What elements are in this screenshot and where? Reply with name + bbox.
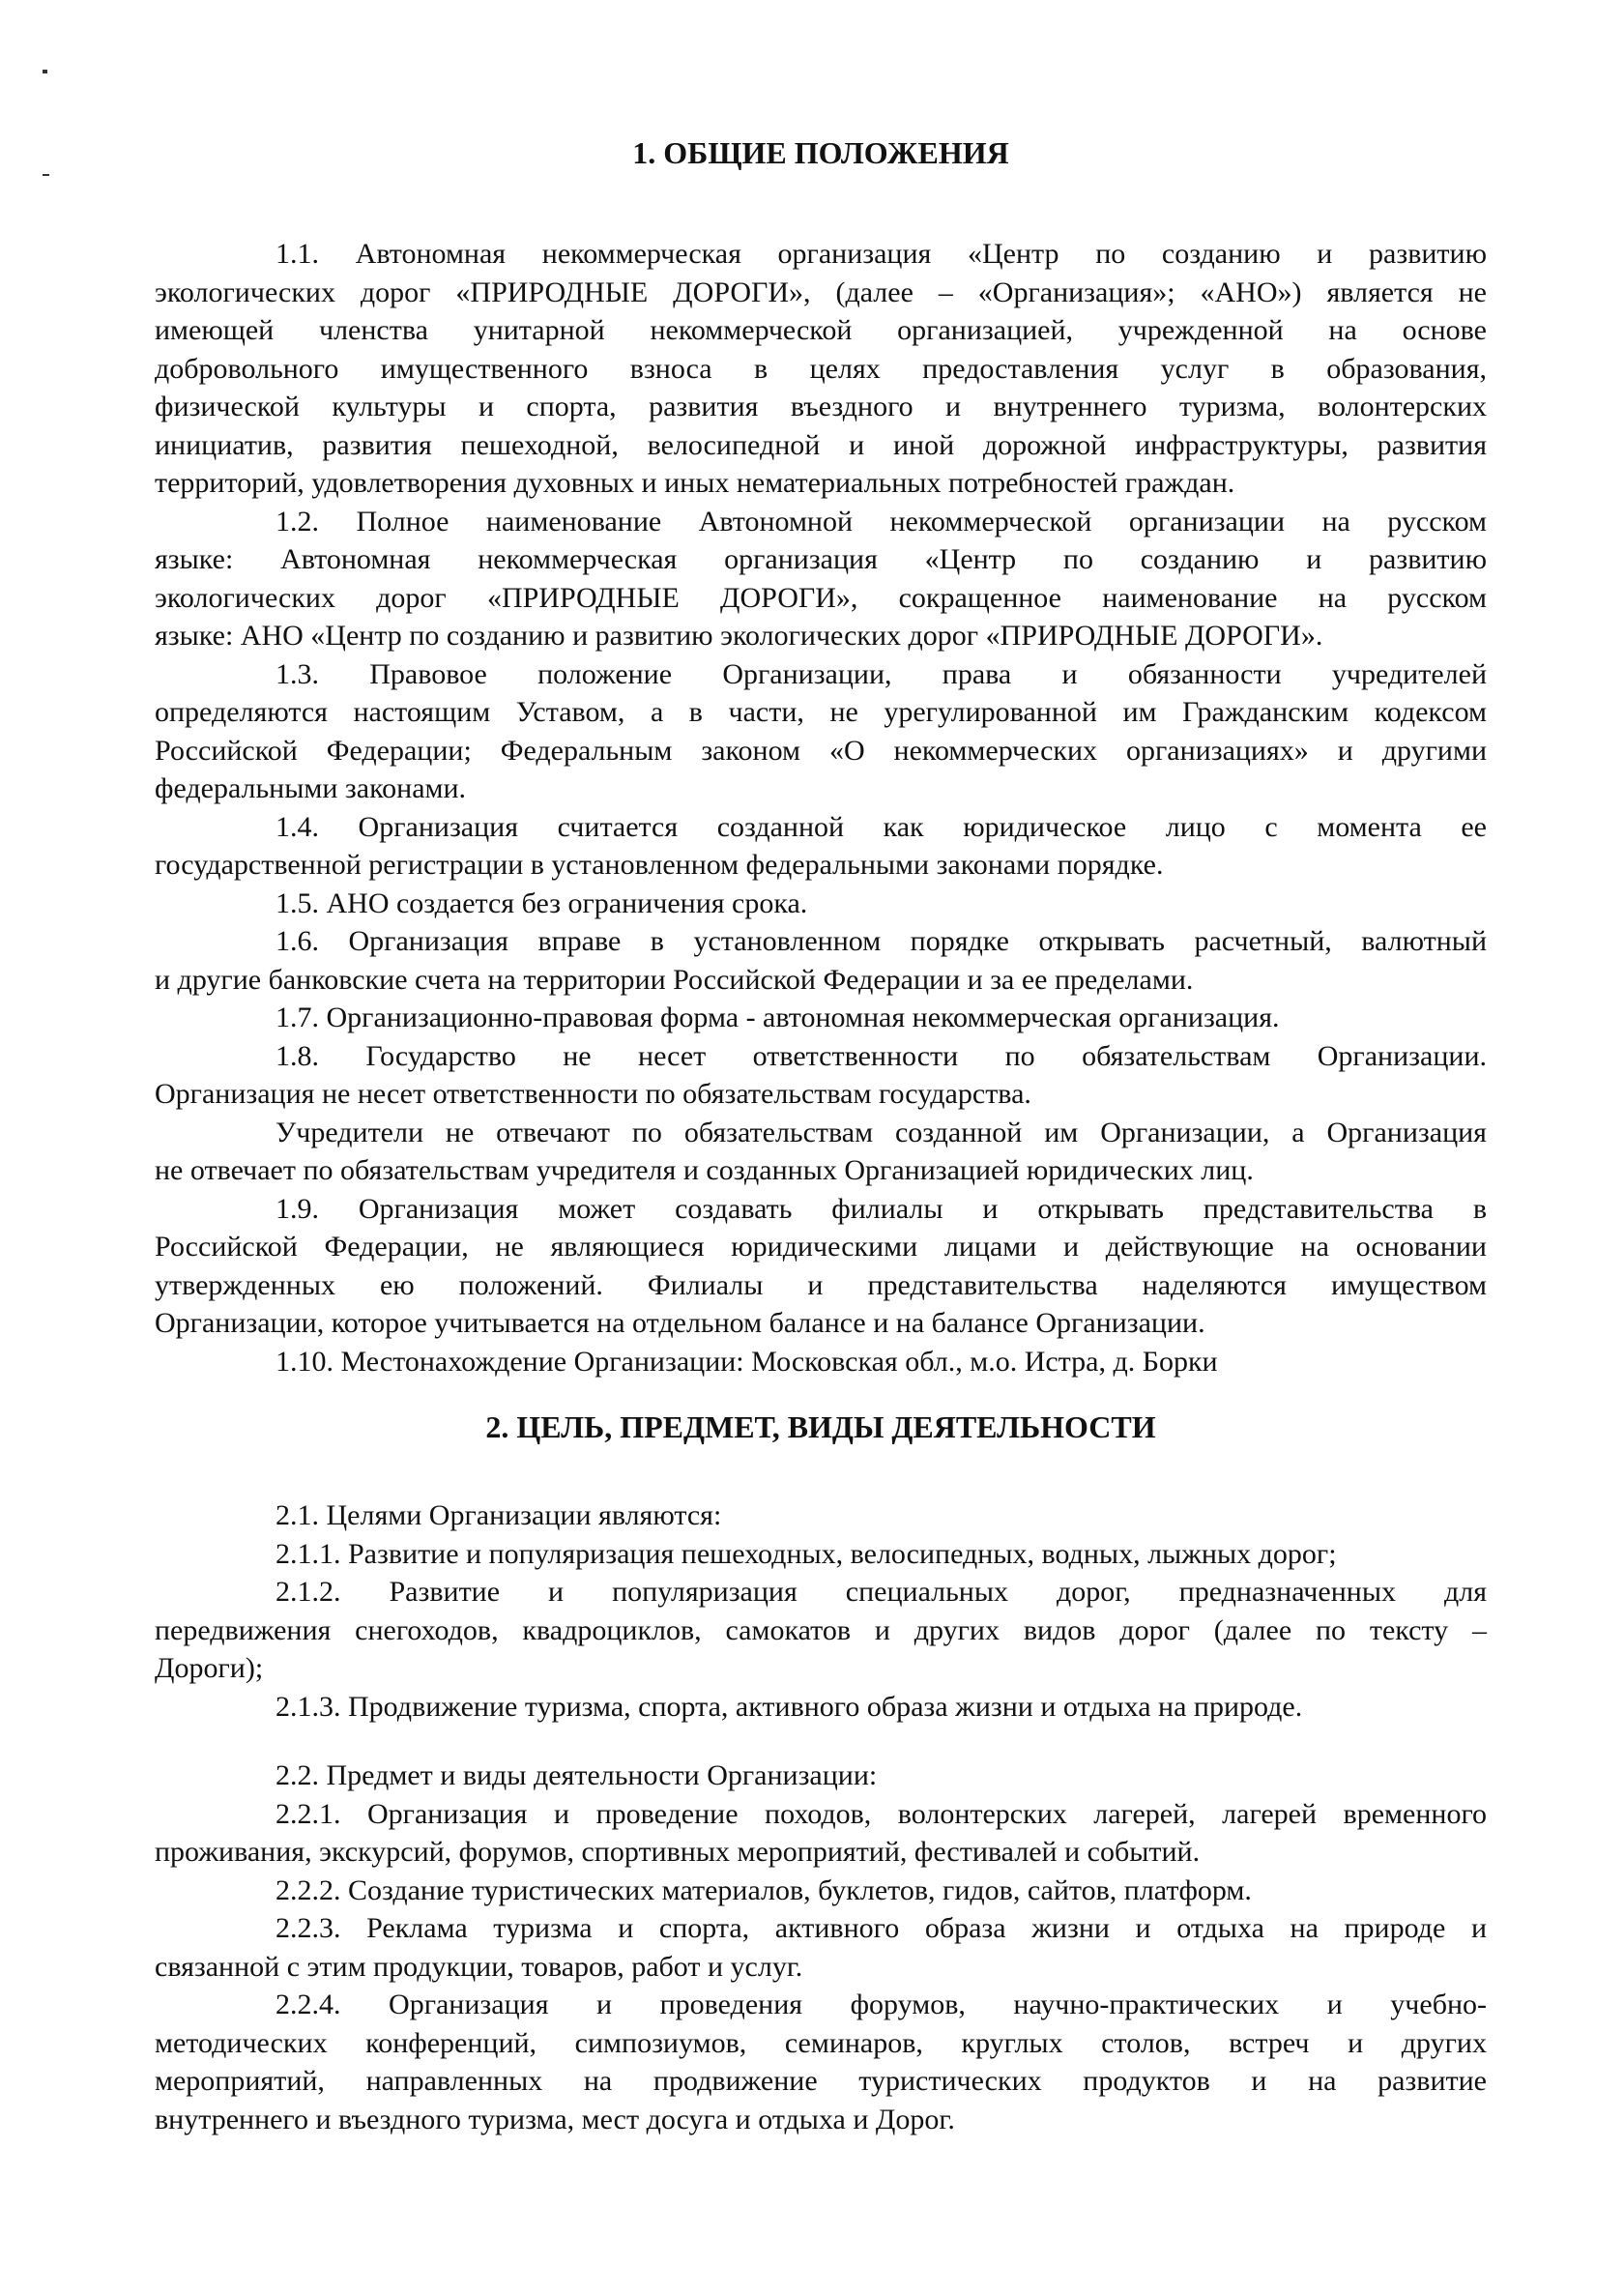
text-line: 2.2.1. Организация и проведение походов, волонтерских лагерей, лагерей временного [276, 1797, 1487, 1830]
text-line: Российской Федерации, не являющиеся юридическими лицами и действующие на основании [155, 1231, 1487, 1263]
paragraph [155, 885, 1487, 923]
text-line: 1.2. Полное наименование Автономной некоммерческой организации на русском [276, 505, 1487, 537]
text-line: 1.9. Организация может создавать филиалы и открывать представительства в [276, 1192, 1487, 1225]
text-line: физической культуры и спорта, развития въездного и внутреннего туризма, волонтерских [155, 391, 1487, 422]
text-line: методических конференций, симпозиумов, семинаров, круглых столов, встреч и других [155, 2026, 1487, 2059]
section-2-heading: 2. ЦЕЛЬ, ПРЕДМЕТ, ВИДЫ ДЕЯТЕЛЬНОСТИ [485, 1409, 1156, 1444]
text-line: экологических дорог «ПРИРОДНЫЕ ДОРОГИ», (далее – «Организация»; «АНО») является не [155, 276, 1487, 308]
text-line: государственной регистрации в установленном федеральными законами порядке. [155, 849, 1164, 881]
paragraph [155, 503, 1487, 655]
text-line: внутреннего и въездного туризма, мест досуга и отдыха и Дорог. [155, 2103, 955, 2135]
text-line: экологических дорог «ПРИРОДНЫЕ ДОРОГИ», сокращенное наименование на русском [155, 581, 1487, 614]
paragraph [155, 1496, 1487, 1535]
text-line: 1.3. Правовое положение Организации, права и обязанности учредителей [276, 657, 1487, 690]
text-line: 1.1. Автономная некоммерческая организация «Центр по созданию и развитию [276, 238, 1487, 270]
paragraph [155, 1795, 1487, 1872]
paragraph [155, 1114, 1487, 1190]
text-line: 1.5. АНО создается без ограничения срока. [276, 886, 808, 919]
paragraph [155, 655, 1487, 808]
text-line: языке: АНО «Центр по созданию и развитию экологических дорог «ПРИРОДНЫЕ ДОРОГИ». [155, 620, 1323, 652]
text-line: языке: Автономная некоммерческая организация «Центр по созданию и развитию [155, 543, 1487, 575]
section-2-goals [155, 1496, 1487, 1726]
text-line: 2.1.2. Развитие и популяризация специальных дорог, предназначенных для [276, 1576, 1487, 1608]
text-line: имеющей членства унитарной некоммерческой организацией, учрежденной на основе [155, 314, 1487, 346]
text-line: связанной с этим продукции, товаров, работ и услуг. [155, 1950, 803, 1983]
paragraph [155, 808, 1487, 885]
paragraph [155, 1986, 1487, 2138]
text-line: 1.4. Организация считается созданной как юридическое лицо с момента ее [276, 810, 1487, 843]
text-line: 2.1. Целями Организации являются: [276, 1499, 722, 1531]
paragraph [155, 1757, 1487, 1795]
text-line: Дороги); [155, 1652, 264, 1684]
text-line: Учредители не отвечают по обязательствам созданной им Организации, а Организация [276, 1116, 1487, 1148]
text-line: 1.7. Организационно-правовая форма - автономная некоммерческая организация. [276, 1002, 1280, 1033]
text-line: федеральными законами. [155, 772, 467, 804]
text-line: 2.1.3. Продвижение туризма, спорта, активного образа жизни и отдыха на природе. [276, 1690, 1303, 1723]
scan-mark [43, 70, 47, 73]
text-line: мероприятий, направленных на продвижение туристических продуктов и на развитие [155, 2065, 1487, 2097]
text-line: территорий, удовлетворения духовных и иных нематериальных потребностей граждан. [155, 467, 1235, 499]
paragraph [155, 1037, 1487, 1114]
section-1-heading: 1. ОБЩИЕ ПОЛОЖЕНИЯ [632, 135, 1009, 170]
text-line: не отвечает по обязательствам учредителя и созданных Организацией юридических лиц. [155, 1154, 1254, 1186]
paragraph [155, 1535, 1487, 1574]
text-line: 1.6. Организация вправе в установленном порядке открывать расчетный, валютный [276, 925, 1487, 957]
text-line: 2.2.3. Реклама туризма и спорта, активного образа жизни и отдыха на природе и [276, 1912, 1487, 1944]
paragraph [155, 1872, 1487, 1910]
text-line: Организации, которое учитывается на отдельном балансе и на балансе Организации. [155, 1307, 1205, 1339]
text-line: и другие банковские счета на территории Российской Федерации и за ее пределами. [155, 963, 1194, 996]
text-line: 2.2. Предмет и виды деятельности Организации: [276, 1759, 878, 1791]
text-line: 1.10. Местонахождение Организации: Московская обл., м.о. Истра, д. Борки [276, 1345, 1218, 1378]
paragraph [155, 922, 1487, 999]
text-line: инициатив, развития пешеходной, велосипедной и иной дорожной инфраструктуры, развития [155, 428, 1487, 461]
text-line: 2.1.1. Развитие и популяризация пешеходных, велосипедных, водных, лыжных дорог; [276, 1537, 1337, 1570]
text-line: 1.8. Государство не несет ответственности по обязательствам Организации. [276, 1039, 1487, 1072]
paragraph [155, 1190, 1487, 1343]
text-line: 2.2.4. Организация и проведения форумов, научно-практических и учебно- [276, 1989, 1487, 2020]
scan-mark [43, 174, 49, 176]
paragraph [155, 1909, 1487, 1986]
paragraph [155, 235, 1487, 503]
paragraph [155, 1343, 1487, 1381]
text-line: 2.2.2. Создание туристических материалов, буклетов, гидов, сайтов, платформ. [276, 1873, 1252, 1906]
text-line: определяются настоящим Уставом, а в части, не урегулированной им Гражданским кодексом [155, 696, 1487, 728]
text-line: проживания, экскурсий, форумов, спортивных мероприятий, фестивалей и событий. [155, 1836, 1201, 1868]
section-1-body [155, 235, 1487, 1380]
paragraph [155, 999, 1487, 1037]
text-line: Российской Федерации; Федеральным законом «О некоммерческих организациях» и другими [155, 734, 1487, 767]
text-line: утвержденных ею положений. Филиалы и представительства наделяются имуществом [155, 1268, 1487, 1301]
section-2-activities [155, 1757, 1487, 2138]
paragraph [155, 1688, 1487, 1727]
text-line: добровольного имущественного взноса в целях предоставления услуг в образования, [155, 352, 1487, 385]
text-line: Организация не несет ответственности по обязательствам государства. [155, 1078, 1031, 1110]
text-line: передвижения снегоходов, квадроциклов, самокатов и других видов дорог (далее по тексту – [155, 1613, 1487, 1646]
paragraph [155, 1573, 1487, 1688]
